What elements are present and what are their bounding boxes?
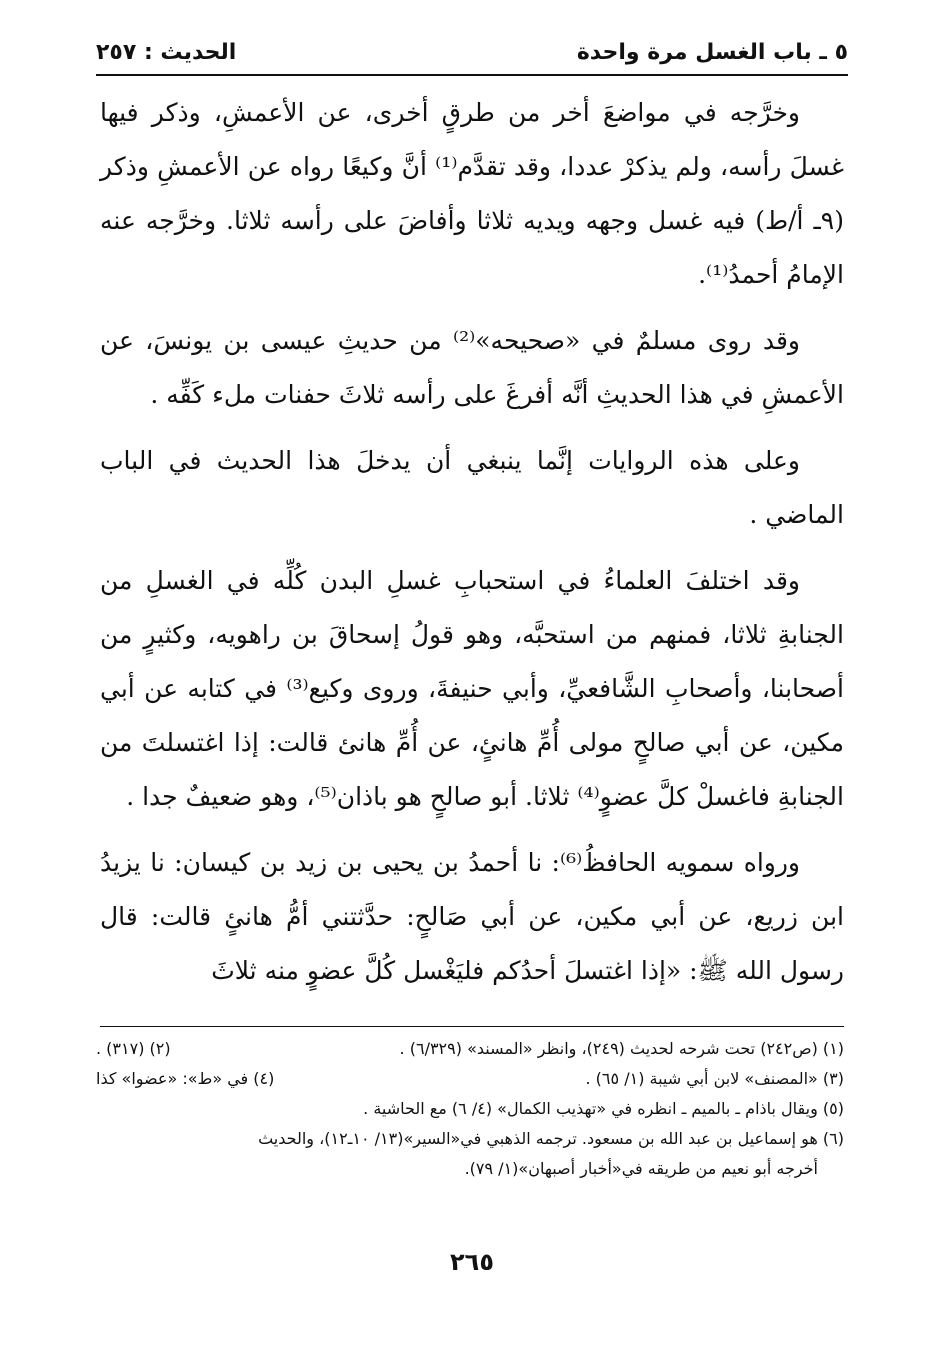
footnote-3: (٣) «المصنف» لابن أبي شيبة (١/ ٦٥) . xyxy=(585,1069,844,1088)
footnote-6-continued: أخرجه أبو نعيم من طريقه في«أخبار أصبهان»(١/ ٧٩). xyxy=(464,1159,818,1178)
paragraph: وقد اختلفَ العلماءُ في استحبابِ غسلِ البدن كُلِّه في الغسلِ من الجنابةِ ثلاثا، فمنهم من استحبَّه، وهو قولُ إسحاقَ بن راهويه، وكثيرٍ من أصحابنا، وأصحابِ الشَّافعيِّ، وأبي حنيفةَ، وروى وكيع⁽³⁾ في كتابه عن أبي مكين، عن أبي صالحٍ مولى أُمِّ هانئٍ، عن أُمِّ هانئ قالت: إذا اغتسلتَ من الجنابةِ فاغسلْ كلَّ عضوٍ⁽⁴⁾ ثلاثا. أبو صالحٍ هو باذان⁽⁵⁾، وهو ضعيفٌ جدا . xyxy=(100,566,844,811)
header-divider xyxy=(96,74,848,76)
paragraph: وعلى هذه الروايات إنَّما ينبغي أن يدخلَ هذا الحديث في الباب الماضي . xyxy=(100,446,844,529)
footnote-row xyxy=(96,1064,844,1094)
page-number: ٢٦٥ xyxy=(450,1248,494,1276)
running-header xyxy=(96,30,848,74)
footnote-row xyxy=(96,1034,844,1064)
footnote-1: (١) (ص٢٤٢) تحت شرحه لحديث (٢٤٩)، وانظر «المسند» (٦/٣٢٩) . xyxy=(399,1039,844,1058)
footnote-4: (٤) في «ط»: «عضوا» كذا xyxy=(96,1069,275,1088)
footnotes xyxy=(96,1034,844,1184)
footnote-6: (٦) هو إسماعيل بن عبد الله بن مسعود. ترجمه الذهبي في«السير»(١٣/ ١٠ـ١٢)، والحديث xyxy=(258,1129,844,1148)
paragraph: وخرَّجه في مواضعَ أخر من طرقٍ أخرى، عن الأعمشِ، وذكر فيها غسلَ رأسه، ولم يذكرْ عددا، وقد تقدَّم⁽¹⁾ أنَّ وكيعًا رواه عن الأعمشِ وذكر (٩ـ أ/ط) فيه غسل وجهه ويديه ثلاثا وأفاضَ على رأسه ثلاثا. وخرَّجه عنه الإمامُ أحمدُ⁽¹⁾. xyxy=(100,98,844,289)
footnote-2: (٢) (٣١٧) . xyxy=(96,1039,171,1058)
footnote-5: (٥) ويقال باذام ـ بالميم ـ انظره في «تهذيب الكمال» (٤/ ٦) مع الحاشية . xyxy=(363,1099,844,1118)
paragraph: وقد روى مسلمٌ في «صحيحه»⁽²⁾ من حديثِ عيسى بن يونسَ، عن الأعمشِ في هذا الحديثِ أنَّه أفرغَ على رأسه ثلاثَ حفنات ملء كَفِّه . xyxy=(100,326,844,409)
main-text xyxy=(100,86,844,1010)
footnote-divider xyxy=(100,1026,844,1027)
paragraph: ورواه سمويه الحافظُ⁽⁶⁾: نا أحمدُ بن يحيى بن زيد بن كيسان: نا يزيدُ ابن زريع، عن أبي مكين، عن أبي صَالحٍ: حدَّثتني أمُّ هانئٍ قالت: قال رسول الله ﷺ: «إذا اغتسلَ أحدُكم فليَغْسل كُلَّ عضوٍ منه ثلاثَ xyxy=(100,848,844,985)
hadith-number: الحديث : ٢٥٧ xyxy=(96,39,237,65)
chapter-title: ٥ ـ باب الغسل مرة واحدة xyxy=(576,39,848,65)
